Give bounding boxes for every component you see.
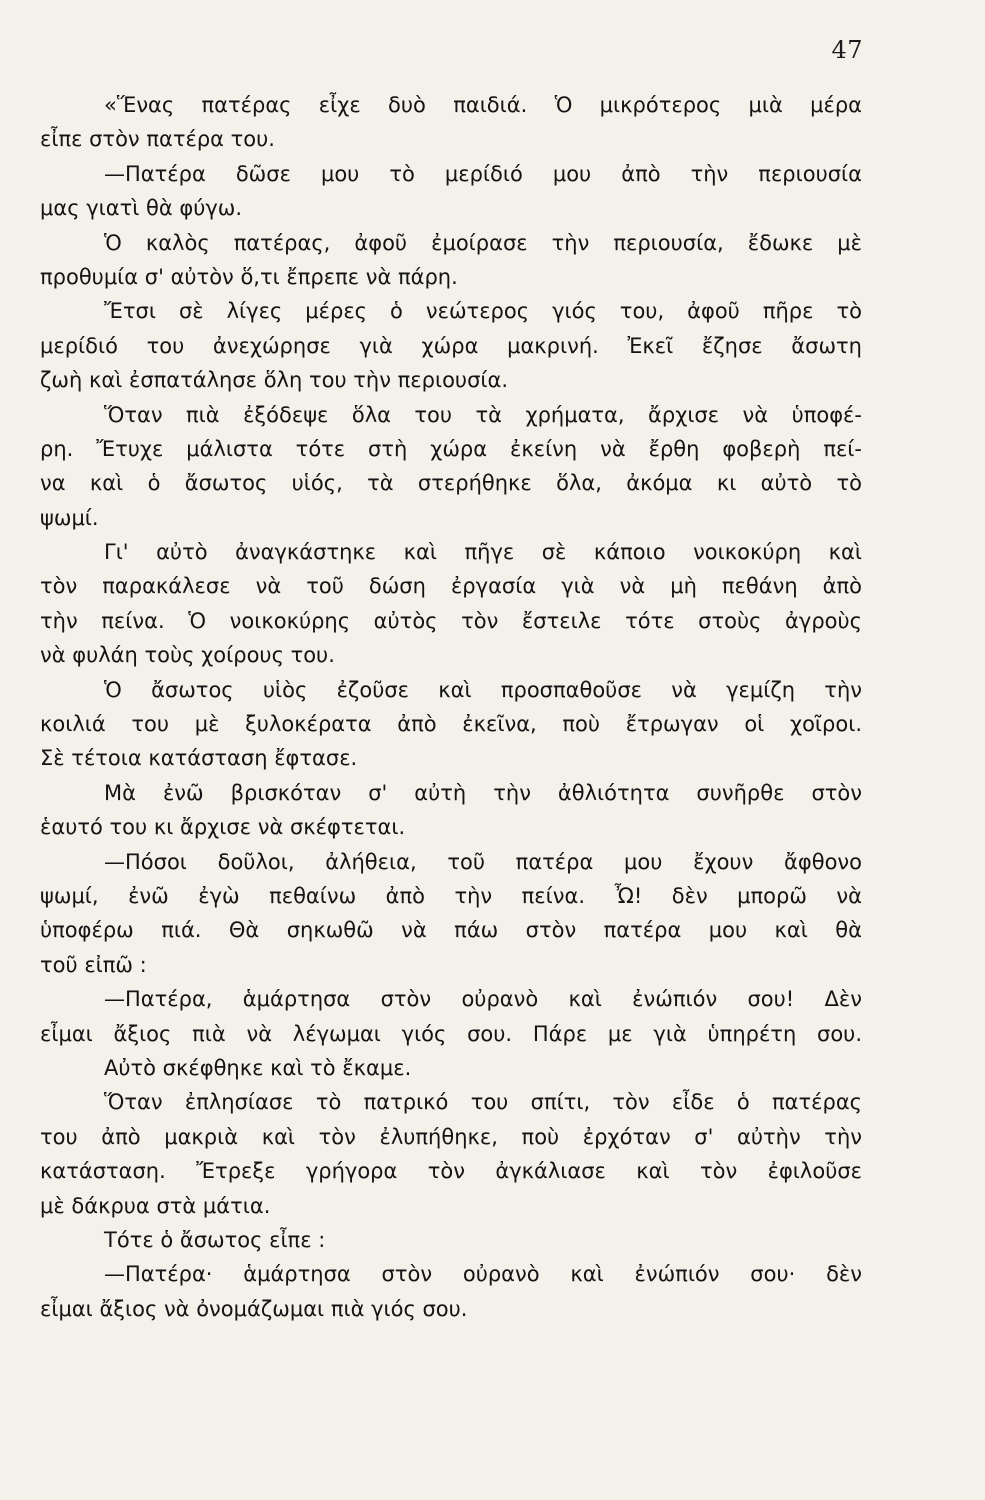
text-line: εἶμαι ἄξιος νὰ ὀνομάζωμαι πιὰ γιός σου. [40, 1296, 468, 1321]
text-line: κατάσταση. Ἔτρεξε γρήγορα τὸν ἀγκάλιασε καὶ τὸν ἐφιλοῦσε [40, 1159, 862, 1184]
text-line: ψωμί. [40, 505, 99, 530]
text-line: μὲ δάκρυα στὰ μάτια. [40, 1193, 271, 1218]
text-line: —Πατέρα, ἁμάρτησα στὸν οὐρανὸ καὶ ἐνώπιόν σου! Δὲν [104, 987, 862, 1012]
text-line: —Πατέρα· ἁμάρτησα στὸν οὐρανὸ καὶ ἐνώπιόν σου· δὲν [104, 1262, 862, 1287]
text-line: τὴν πείνα. Ὁ νοικοκύρης αὐτὸς τὸν ἔστειλε τότε στοὺς ἀγροὺς [40, 608, 862, 633]
text-line: εἶμαι ἄξιος πιὰ νὰ λέγωμαι γιός σου. Πάρε με γιὰ ὑπηρέτη σου. [40, 1021, 862, 1046]
text-line: ζωὴ καὶ ἐσπατάλησε ὅλη του τὴν περιουσία. [40, 368, 508, 393]
text-line: Σὲ τέτοια κατάσταση ἔφτασε. [40, 746, 358, 771]
text-line: εἶπε στὸν πατέρα του. [40, 127, 275, 152]
text-line: να καὶ ὁ ἄσωτος υἱός, τὰ στερήθηκε ὅλα, ἀκόμα κι αὐτὸ τὸ [40, 471, 862, 496]
text-line: μας γιατὶ θὰ φύγω. [40, 196, 243, 221]
text-line: Ὅταν πιὰ ἐξόδεψε ὅλα του τὰ χρήματα, ἄρχισε νὰ ὑποφέ- [104, 402, 862, 427]
text-line: Ὁ ἄσωτος υἱὸς ἐζοῦσε καὶ προσπαθοῦσε νὰ γεμίζη τὴν [104, 677, 862, 702]
text-line: Ὁ καλὸς πατέρας, ἀφοῦ ἐμοίρασε τὴν περιουσία, ἔδωκε μὲ [104, 230, 862, 255]
text-line: ψωμί, ἐνῶ ἐγὼ πεθαίνω ἀπὸ τὴν πείνα. Ὦ! δὲν μπορῶ νὰ [40, 883, 862, 908]
text-line: Μὰ ἐνῶ βρισκόταν σ' αὐτὴ τὴν ἀθλιότητα συνῆρθε στὸν [104, 780, 862, 805]
text-line: κοιλιά του μὲ ξυλοκέρατα ἀπὸ ἐκεῖνα, ποὺ ἔτρωγαν οἱ χοῖροι. [40, 712, 862, 737]
text-line: μερίδιό του ἀνεχώρησε γιὰ χώρα μακρινή. Ἐκεῖ ἔζησε ἄσωτη [40, 333, 862, 358]
text-line: Τότε ὁ ἄσωτος εἶπε : [104, 1227, 326, 1252]
text-line: ρη. Ἔτυχε μάλιστα τότε στὴ χώρα ἐκείνη νὰ ἔρθη φοβερὴ πεί- [40, 436, 862, 461]
text-line: ἑαυτό του κι ἄρχισε νὰ σκέφτεται. [40, 815, 406, 840]
page-number: 47 [831, 36, 863, 64]
text-line: νὰ φυλάη τοὺς χοίρους του. [40, 643, 335, 668]
text-line: —Πατέρα δῶσε μου τὸ μερίδιό μου ἀπὸ τὴν περιουσία [104, 161, 862, 186]
body-text [40, 88, 862, 1326]
text-line: προθυμία σ' αὐτὸν ὅ,τι ἔπρεπε νὰ πάρη. [40, 264, 458, 289]
text-line: Ἔτσι σὲ λίγες μέρες ὁ νεώτερος γιός του, ἀφοῦ πῆρε τὸ [104, 299, 862, 324]
text-line: Ὅταν ἐπλησίασε τὸ πατρικό του σπίτι, τὸν εἶδε ὁ πατέρας [104, 1090, 862, 1115]
text-line: —Πόσοι δοῦλοι, ἀλήθεια, τοῦ πατέρα μου ἔχουν ἄφθονο [104, 849, 862, 874]
text-line: τὸν παρακάλεσε νὰ τοῦ δώση ἐργασία γιὰ νὰ μὴ πεθάνη ἀπὸ [40, 574, 862, 599]
text-line: ὑποφέρω πιά. Θὰ σηκωθῶ νὰ πάω στὸν πατέρα μου καὶ θὰ [40, 918, 862, 943]
text-line: τοῦ εἰπῶ : [40, 952, 147, 977]
text-line: Γι' αὐτὸ ἀναγκάστηκε καὶ πῆγε σὲ κάποιο νοικοκύρη καὶ [104, 540, 862, 565]
text-line: Αὐτὸ σκέφθηκε καὶ τὸ ἔκαμε. [104, 1055, 412, 1080]
text-line: του ἀπὸ μακριὰ καὶ τὸν ἐλυπήθηκε, ποὺ ἐρχόταν σ' αὐτὴν τὴν [40, 1124, 862, 1149]
text-line: «Ἕνας πατέρας εἶχε δυὸ παιδιά. Ὁ μικρότερος μιὰ μέρα [104, 93, 862, 117]
